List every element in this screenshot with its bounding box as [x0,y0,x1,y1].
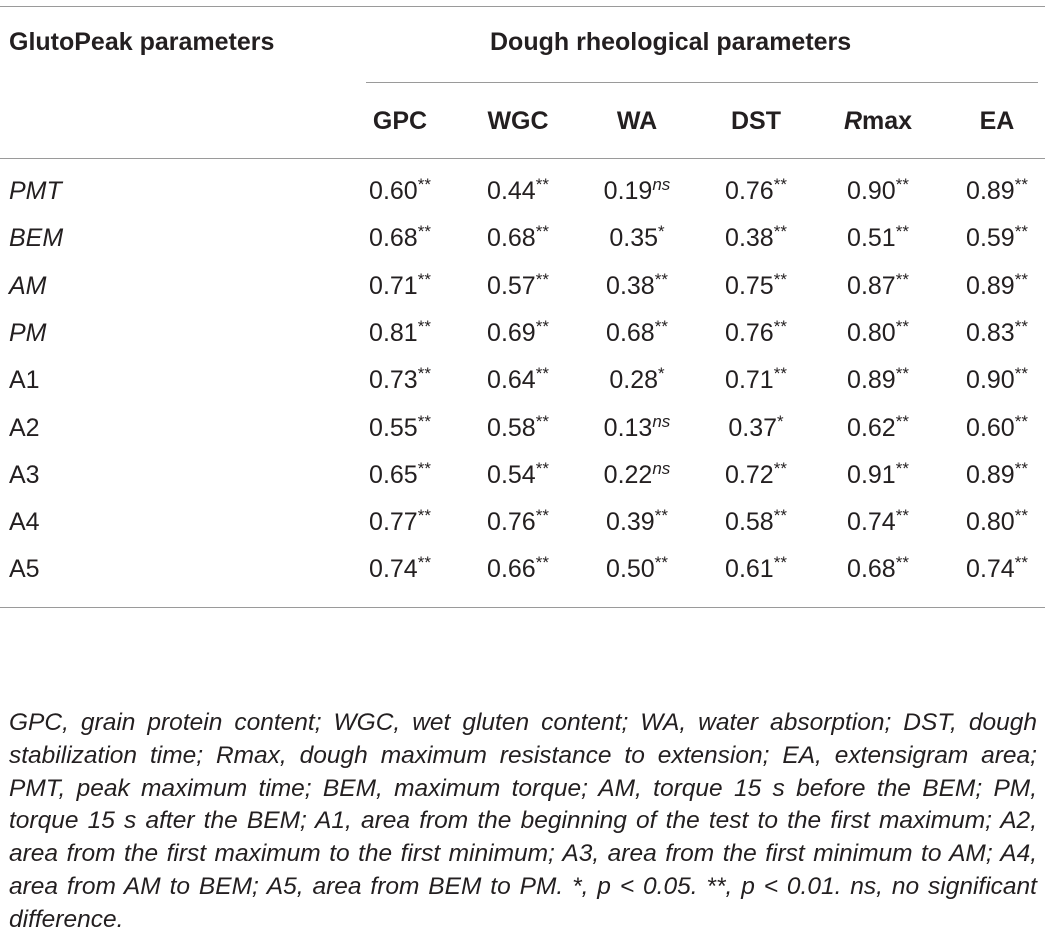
column-header-label: WGC [487,107,549,135]
significance-marker: ** [417,411,431,431]
table-cell [937,555,1045,584]
table-cell [340,366,460,395]
header-group: Dough rheological parameters [490,28,852,56]
significance-marker: ** [535,411,549,431]
cell-value: 0.64 [487,366,536,395]
cell-value: 0.50 [606,555,655,584]
row-label: A5 [9,555,40,584]
significance-marker: ** [535,364,549,384]
significance-marker: ** [895,364,909,384]
cell-value: 0.38 [725,224,774,253]
significance-marker: ** [773,458,787,478]
significance-marker: ** [1014,222,1028,242]
significance-marker: ** [895,458,909,478]
table-cell [458,269,578,301]
significance-marker: ** [895,316,909,336]
table-cell [577,177,697,206]
significance-marker: * [777,411,784,431]
table-cell [818,555,938,584]
cell-value: 0.68 [606,318,655,347]
column-header-label: DST [731,107,781,135]
column-header-rmax [823,107,933,136]
table-cell [696,316,816,348]
row-label: A2 [9,413,40,442]
significance-marker: ** [773,222,787,242]
cell-value: 0.89 [966,460,1015,489]
cell-value: 0.60 [966,413,1015,442]
cell-value: 0.19 [603,177,653,205]
significance-marker: ** [773,506,787,526]
significance-marker: * [658,222,665,242]
significance-marker: ** [895,175,909,194]
significance-marker: ** [417,364,431,384]
cell-value: 0.72 [725,460,774,489]
column-header-gpc [345,107,455,136]
cell-value: 0.68 [847,555,896,584]
table-cell [458,508,578,537]
table-cell [696,458,816,490]
header-bottom-rule [0,158,1045,159]
table-cell [577,411,697,443]
row-label: A4 [9,508,40,537]
cell-value: 0.76 [487,508,536,537]
significance-marker: ** [535,222,549,242]
significance-marker: ** [1014,506,1028,526]
cell-value: 0.58 [725,508,774,537]
cell-value: 0.57 [487,271,536,300]
cell-value: 0.62 [847,413,896,442]
column-header-label: GPC [372,107,428,135]
table-cell [696,508,816,537]
cell-value: 0.69 [487,318,536,347]
table-cell [340,177,460,206]
cell-value: 0.71 [369,271,418,300]
table-cell [458,458,578,490]
cell-value: 0.89 [847,366,896,395]
cell-value: 0.89 [966,271,1015,300]
table-cell [458,224,578,253]
table-cell [577,224,697,253]
table-cell [340,316,460,348]
cell-value: 0.90 [847,177,896,205]
row-label: BEM [9,224,64,253]
table-cell [577,555,697,584]
cell-value: 0.74 [369,555,418,584]
column-header-wa [582,107,692,136]
cell-value: 0.80 [847,318,896,347]
footnote: GPC, grain protein content; WGC, wet gluten content; WA, water absorption; DST, dough stabilization time; Rmax, dough maximum resistance to extension; EA, extensigram area; PMT, peak maximum time; BEM, maximum torque; AM, torque 15 s before the BEM; PM, torque 15 s after the BEM; A1, area from the beginning of the test to the first maximum; A2, area from the first maximum to the first minimum; A3, area from the first minimum to AM; A4, area from AM to BEM; A5, area from BEM to PM. *, p < 0.05. **, p < 0.01. ns, no significant difference. [9,709,1037,933]
table-cell [340,269,460,301]
column-header-label: EA [979,107,1015,135]
cell-value: 0.80 [966,508,1015,537]
significance-marker: ** [773,175,787,194]
significance-marker: ** [1014,316,1028,336]
table-cell [937,316,1045,348]
table-cell [340,224,460,253]
cell-value: 0.54 [487,460,536,489]
significance-marker: ** [535,316,549,336]
significance-marker: ** [895,553,909,573]
cell-value: 0.90 [966,366,1015,395]
significance-marker: ** [417,458,431,478]
column-header-ea [942,107,1045,136]
significance-marker: ** [895,222,909,242]
table-cell [577,269,697,301]
significance-marker: ns [652,411,671,431]
table-cell [818,458,938,490]
table-cell [937,224,1045,253]
significance-marker: ** [535,506,549,526]
significance-marker: ** [895,506,909,526]
cell-value: 0.60 [369,177,418,205]
cell-value: 0.39 [606,508,655,537]
table-cell [340,508,460,537]
column-header-wgc [463,107,573,136]
cell-value: 0.76 [725,318,774,347]
header-left: GlutoPeak parameters [9,28,275,56]
cell-value: 0.74 [966,555,1015,584]
table-cell [458,411,578,443]
significance-marker: ** [1014,269,1028,289]
table-cell [818,508,938,537]
table-cell [818,177,938,206]
significance-marker: ** [417,553,431,573]
table-cell [937,508,1045,537]
row-label: PMT [9,177,62,205]
table-cell [577,316,697,348]
cell-value: 0.87 [847,271,896,300]
significance-marker: ** [417,506,431,526]
table-cell [696,366,816,395]
significance-marker: ** [654,316,668,336]
row-label: A1 [9,366,40,395]
table-cell [696,411,816,443]
column-header-label: max [862,107,913,135]
significance-marker: ** [417,316,431,336]
significance-marker: ** [773,269,787,289]
significance-marker: * [658,364,665,384]
significance-marker: ** [1014,175,1028,194]
table-cell [458,316,578,348]
cell-value: 0.89 [966,177,1015,205]
significance-marker: ** [535,553,549,573]
table-cell [577,366,697,395]
table-cell [696,555,816,584]
significance-marker: ** [1014,553,1028,573]
cell-value: 0.51 [847,224,896,253]
cell-value: 0.55 [369,413,418,442]
header-group-rule [366,82,1038,83]
table-cell [818,366,938,395]
significance-marker: ** [417,269,431,289]
significance-marker: ns [652,458,671,478]
cell-value: 0.71 [725,366,774,395]
significance-marker: ** [773,364,787,384]
column-header-dst [701,107,811,136]
table-cell [458,177,578,206]
significance-marker: ** [417,222,431,242]
table-cell [696,177,816,206]
significance-marker: ** [1014,458,1028,478]
significance-marker: ** [895,269,909,289]
column-header-label: WA [616,107,658,135]
cell-value: 0.68 [369,224,418,253]
cell-value: 0.73 [369,366,418,395]
significance-marker: ** [535,458,549,478]
significance-marker: ** [535,175,549,194]
cell-value: 0.66 [487,555,536,584]
table-cell [937,177,1045,206]
table-cell [937,458,1045,490]
significance-marker: ** [1014,364,1028,384]
table-bottom-rule [0,607,1045,608]
cell-value: 0.91 [847,460,896,489]
significance-marker: ns [652,175,671,194]
significance-marker: ** [773,553,787,573]
cell-value: 0.74 [847,508,896,537]
table-cell [937,269,1045,301]
cell-value: 0.37 [728,413,778,442]
table-cell [696,224,816,253]
cell-value: 0.13 [603,413,653,442]
table-cell [937,366,1045,395]
table-cell [340,458,460,490]
row-label: AM [9,271,47,300]
cell-value: 0.44 [487,177,536,205]
column-header-prefix: R [843,107,862,135]
cell-value: 0.76 [725,177,774,205]
table-cell [818,316,938,348]
significance-marker: ** [654,269,668,289]
table-cell [458,366,578,395]
table-cell [937,411,1045,443]
significance-marker: ** [535,269,549,289]
significance-marker: ** [895,411,909,431]
row-label: A3 [9,460,40,489]
cell-value: 0.75 [725,271,774,300]
cell-value: 0.59 [966,224,1015,253]
table-cell [340,555,460,584]
table-cell [577,508,697,537]
cell-value: 0.61 [725,555,774,584]
significance-marker: ** [654,553,668,573]
table-cell [458,555,578,584]
cell-value: 0.65 [369,460,418,489]
cell-value: 0.83 [966,318,1015,347]
significance-marker: ** [654,506,668,526]
cell-value: 0.38 [606,271,655,300]
cell-value: 0.81 [369,318,418,347]
significance-marker: ** [773,316,787,336]
cell-value: 0.22 [603,460,653,489]
table-cell [340,411,460,443]
cell-value: 0.68 [487,224,536,253]
cell-value: 0.35 [609,224,659,253]
significance-marker: ** [1014,411,1028,431]
table-cell [818,269,938,301]
cell-value: 0.28 [609,366,659,395]
table-cell [818,411,938,443]
table-top-rule [0,6,1045,7]
row-label: PM [9,318,47,347]
cell-value: 0.58 [487,413,536,442]
table-cell [577,458,697,490]
table-cell [818,224,938,253]
table-cell [696,269,816,301]
significance-marker: ** [417,175,431,194]
cell-value: 0.77 [369,508,418,537]
